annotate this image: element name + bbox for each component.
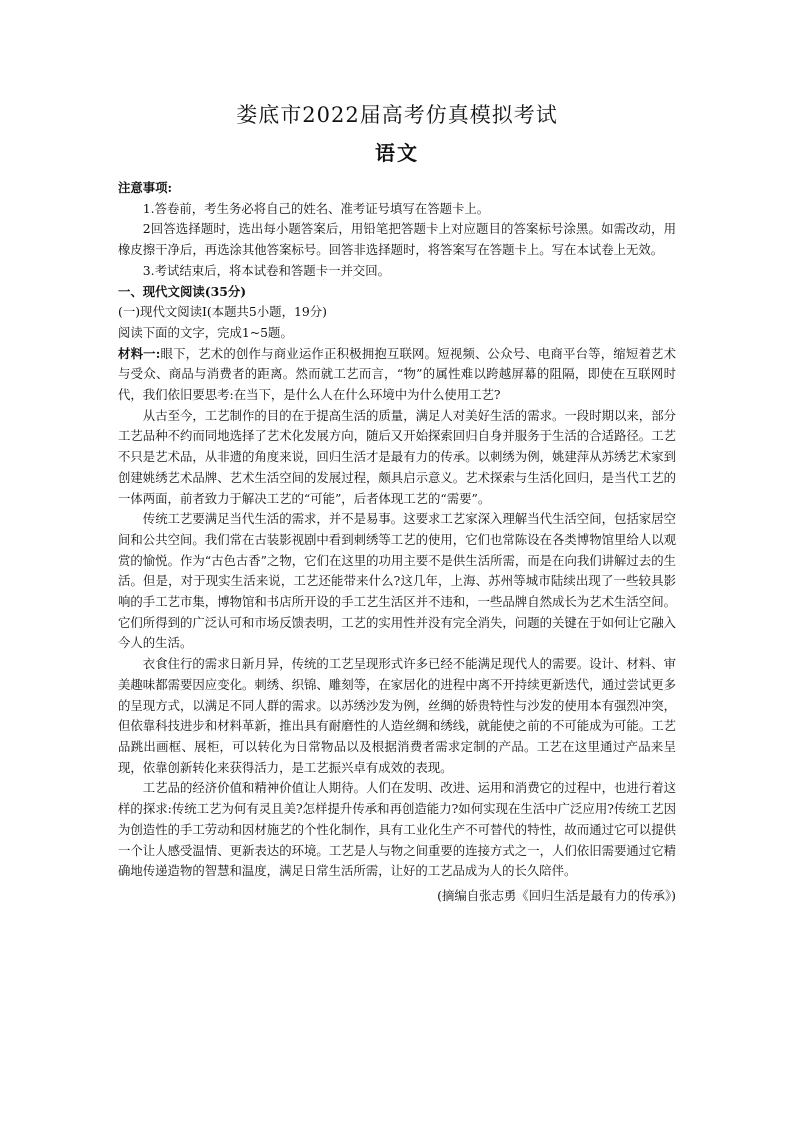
section-heading: 一、现代文阅读(35分) bbox=[118, 283, 247, 299]
notice-item-2: 2回答选择题时，选出每小题答案后，用铅笔把答题卡上对应题目的答案标号涂黑。如需改动，用橡皮擦干净后，再选涂其他答案标号。回答非选择题时，将答案写在答题卡上。写在本试卷上无效。 bbox=[118, 221, 676, 258]
exam-title: 娄底市2022届高考仿真模拟考试 bbox=[236, 103, 558, 127]
material-label: 材料一: bbox=[118, 345, 161, 361]
section-instruction: 阅读下面的文字，完成1~5题。 bbox=[118, 324, 293, 340]
material-source: (摘编自张志勇《回归生活是最有力的传承》) bbox=[437, 887, 676, 903]
exam-subject: 语文 bbox=[375, 141, 419, 165]
body-paragraph-3: 衣食住行的需求日新月异，传统的工艺呈现形式许多已经不能满足现代人的需要。设计、材料、审美趣味都需要因应变化。刺绣、织锦、雕刻等，在家居化的进程中离不开持续更新迭代，通过尝试更多的呈现方式，以满足不同人群的需求。以苏绣沙发为例，丝绸的娇贵特性与沙发的使用本有强烈冲突，但依靠科技进步和材料革新，推出具有耐磨性的人造丝绸和绣线，就能使之前的不可能成为可能。工艺品跳出画框、展柜，可以转化为日常物品以及根据消费者需求定制的产品。工艺在这里通过产品来呈现，依靠创新转化来获得活力，是工艺振兴卓有成效的表现。 bbox=[118, 656, 676, 775]
notice-heading: 注意事项: bbox=[118, 180, 173, 195]
exam-page bbox=[118, 100, 676, 907]
body-paragraph-4: 工艺品的经济价值和精神价值让人期待。人们在发明、改进、运用和消费它的过程中，也进行着这样的探求:传统工艺为何有灵且美?怎样提升传承和再创造能力?如何实现在生活中广泛应用?传统工艺因为创造性的手工劳动和因材施艺的个性化制作，具有工业化生产不可替代的特性，故而通过它可以提供一个让人感受温情、更新表达的环境。工艺是人与物之间重要的连接方式之一，人们依旧需要通过它精确地传递造物的智慧和温度，满足日常生活所需，让好的工艺品成为人的长久陪伴。 bbox=[118, 780, 676, 879]
body-paragraph-2: 传统工艺要满足当代生活的需求，并不是易事。这要求工艺家深入理解当代生活空间，包括家居空间和公共空间。我们常在古装影视剧中看到刺绣等工艺的使用，它们也常陈设在各类博物馆里给人以观赏的愉悦。作为“古色古香”之物，它们在这里的功用主要不是供生活所需，而是在向我们讲解过去的生活。但是，对于现实生活来说，工艺还能带来什么?这几年，上海、苏州等城市陆续出现了一些较具影响的手工艺市集，博物馆和书店所开设的手工艺生活区并不违和，一些品牌自然成长为艺术生活空间。它们所得到的广泛认可和市场反馈表明，工艺的实用性并没有完全消失，问题的关键在于如何让它融入今人的生活。 bbox=[118, 511, 676, 651]
notice-item-3: 3.考试结束后，将本试卷和答题卡一并交回。 bbox=[142, 262, 391, 278]
material-lead-paragraph bbox=[118, 344, 676, 406]
notice-item-1: 1.答卷前，考生务必将自己的姓名、准考证号填写在答题卡上。 bbox=[142, 200, 490, 216]
section-sub-heading: (一)现代文阅读I(本题共5小题，19分) bbox=[118, 304, 327, 320]
body-paragraph-1: 从古至今，工艺制作的目的在于提高生活的质量，满足人对美好生活的需求。一段时期以来，部分工艺品种不约而同地选择了艺术化发展方向，随后又开始探索回归自身并服务于生活的合适路径。工艺不只是艺术品，从非遗的角度来说，回归生活才是最有力的传承。以刺绣为例，姚建萍从苏绣艺术家到创建姚绣艺术品牌、艺术生活空间的发展过程，颇具启示意义。艺术探索与生活化回归，是当代工艺的一体两面，前者致力于解决工艺的“可能”，后者体现工艺的“需要”。 bbox=[118, 407, 676, 506]
material-lead-text: 眼下，艺术的创作与商业运作正积极拥抱互联网。短视频、公众号、电商平台等，缩短着艺术与受众、商品与消费者的距离。然而就工艺而言，“物”的属性难以跨越屏幕的阻隔，即使在互联网时代，我们依旧要思考:在当下，是什么人在什么环境中为什么使用工艺? bbox=[118, 345, 677, 403]
